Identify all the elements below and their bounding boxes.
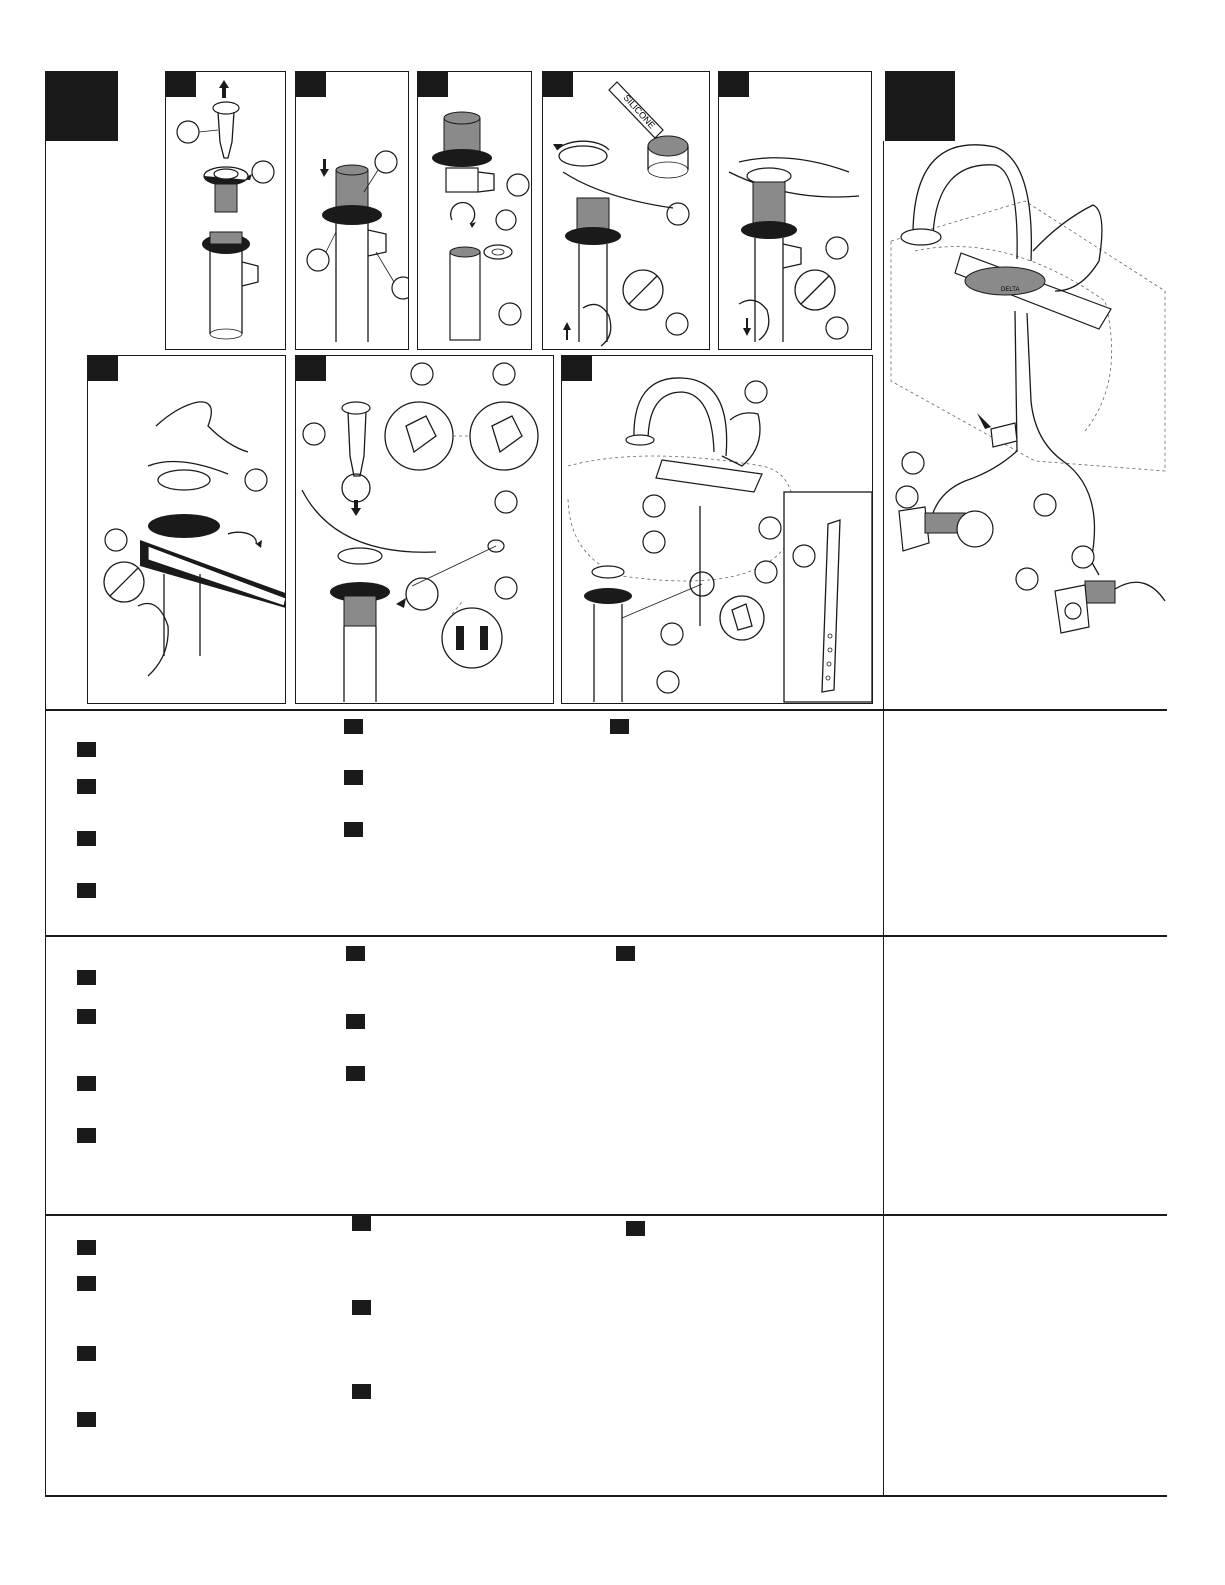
illustration-panel-popup-rod	[295, 355, 554, 704]
step-marker	[346, 946, 365, 961]
section-marker-left	[45, 71, 118, 141]
illustration-panel-clevis	[561, 355, 873, 704]
step-marker	[610, 719, 629, 734]
silicone-application-drawing	[543, 72, 710, 350]
illustration-panel-silicone	[542, 71, 710, 350]
tighten-nut-drawing	[719, 72, 872, 350]
right-column-divider	[883, 141, 884, 1496]
step-marker	[77, 1346, 96, 1361]
illustration-faucet-supply-lines	[885, 141, 1167, 707]
step-marker	[77, 742, 96, 757]
callout-circle	[177, 121, 199, 143]
step-marker	[77, 1240, 96, 1255]
step-marker	[346, 1014, 365, 1029]
faucet-supply-drawing	[885, 141, 1167, 707]
illustration-panel-tighten	[718, 71, 872, 350]
row-divider-2	[45, 935, 1167, 937]
brand-label: DELTA	[1001, 287, 1020, 293]
step-marker	[77, 779, 96, 794]
wrench-tightening-drawing	[88, 356, 286, 704]
step-marker	[352, 1300, 371, 1315]
step-marker	[77, 831, 96, 846]
faucet-clevis-drawing	[562, 356, 873, 704]
step-marker	[77, 1009, 96, 1024]
step-marker	[352, 1384, 371, 1399]
step-marker	[346, 1066, 365, 1081]
step-marker	[626, 1221, 645, 1236]
drain-components-drawing	[418, 72, 532, 350]
drain-body-drawing	[296, 72, 409, 350]
step-marker	[77, 1412, 96, 1427]
silicone-label: SILICONE	[621, 92, 658, 131]
step-marker	[77, 1276, 96, 1291]
bottom-border	[45, 1495, 1167, 1497]
illustration-panel-components	[417, 71, 532, 350]
illustration-panel-wrench	[87, 355, 286, 704]
step-marker	[344, 822, 363, 837]
step-marker	[77, 1076, 96, 1091]
illustration-panel-insert-body	[295, 71, 409, 350]
step-marker	[77, 883, 96, 898]
row-divider-1	[45, 709, 1167, 711]
step-marker	[344, 719, 363, 734]
step-marker	[77, 970, 96, 985]
illustration-panel-remove-stopper	[165, 71, 286, 350]
step-marker	[616, 946, 635, 961]
step-marker	[352, 1216, 371, 1231]
stopper-removal-drawing	[166, 72, 286, 350]
row-divider-3	[45, 1214, 1167, 1216]
step-marker	[344, 770, 363, 785]
step-marker	[77, 1128, 96, 1143]
popup-rod-drawing	[296, 356, 554, 704]
left-border	[45, 141, 46, 1496]
section-marker-right	[885, 71, 955, 141]
